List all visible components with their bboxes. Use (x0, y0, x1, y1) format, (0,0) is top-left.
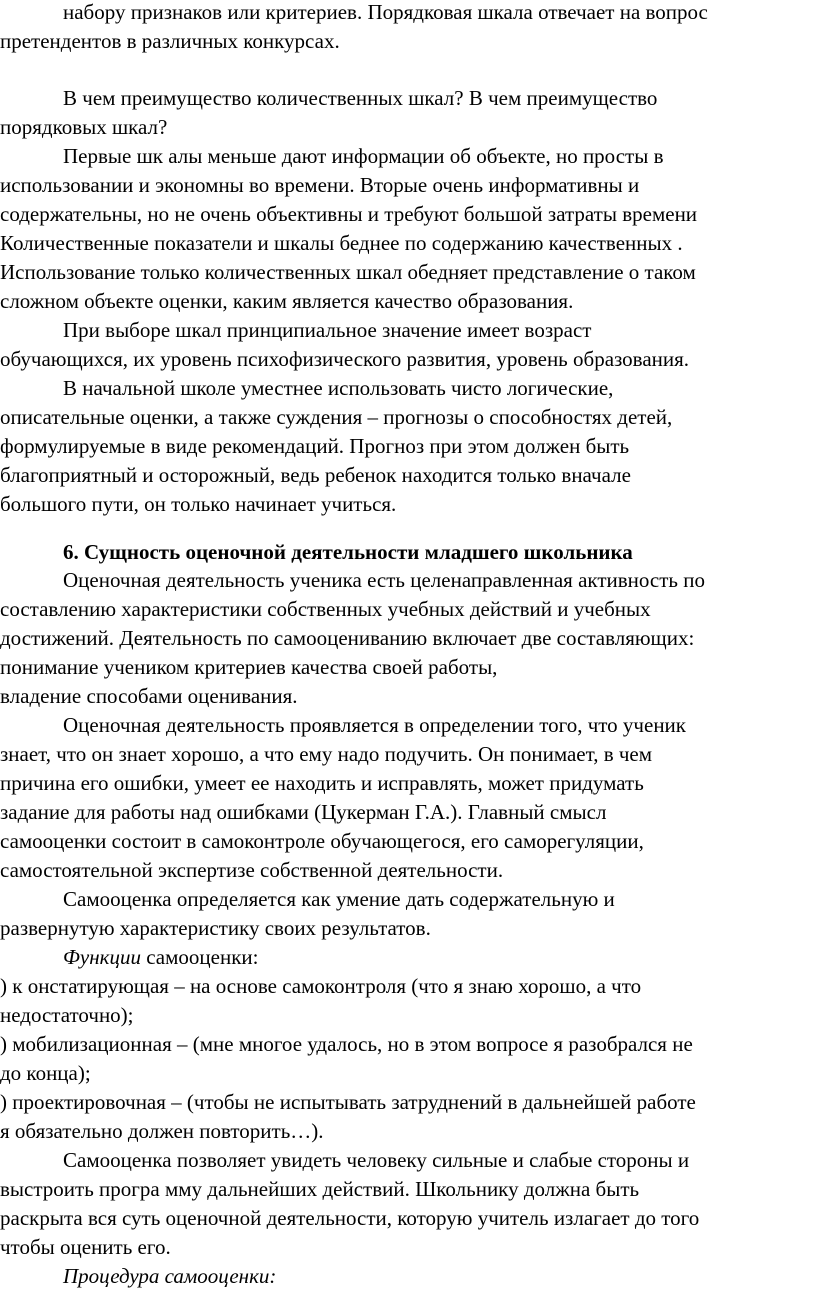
text-line: Процедура самооценки: (63, 1264, 277, 1288)
text-line: недостаточно); (0, 1003, 134, 1027)
text-line: порядковых шкал? (0, 115, 168, 139)
text-line: знает, что он знает хорошо, а что ему надо подучить. Он понимает, в чем (0, 742, 653, 766)
text-line: достижений. Деятельность по самооцениванию включает две составляющих: (0, 626, 695, 650)
text-line: описательные оценки, а также суждения – прогнозы о способностях детей, (0, 405, 673, 429)
text-line: Самооценка определяется как умение дать содержательную и (63, 887, 615, 911)
functions-line (63, 943, 258, 971)
text-line: понимание учеником критериев качества своей работы, (0, 655, 498, 679)
text-line: сложном объекте оценки, каким является качество образования. (0, 289, 574, 313)
text-line: В начальной школе уместнее использовать чисто логические, (63, 376, 614, 400)
text-line: развернутую характеристику своих результатов. (0, 916, 431, 940)
text-line: благоприятный и осторожный, ведь ребенок находится только вначале (0, 463, 631, 487)
text-line: Количественные показатели и шкалы беднее по содержанию качественных . (0, 231, 683, 255)
text-line: ) к онстатирующая – на основе самоконтроля (что я знаю хорошо, а что (0, 974, 642, 998)
text-line: выстроить програ мму дальнейших действий. Школьнику должна быть (0, 1177, 640, 1201)
text-line: чтобы оценить его. (0, 1235, 171, 1259)
text-line: претендентов в различных конкурсах. (0, 29, 340, 53)
text-line: использовании и экономны во времени. Вторые очень информативны и (0, 173, 640, 197)
text-line: В чем преимущество количественных шкал? В чем преимущество (63, 86, 658, 110)
text-line: Самооценка позволяет увидеть человеку сильные и слабые стороны и (63, 1148, 690, 1172)
text-line: раскрыта вся суть оценочной деятельности, которую учитель излагает до того (0, 1206, 700, 1230)
text-line: ) проектировочная – (чтобы не испытывать затруднений в дальнейшей работе (0, 1090, 696, 1114)
text-line: причина его ошибки, умеет ее находить и исправлять, может придумать (0, 771, 644, 795)
text-line: самостоятельной экспертизе собственной деятельности. (0, 858, 504, 882)
text-line: формулируемые в виде рекомендаций. Прогноз при этом должен быть (0, 434, 630, 458)
text-line: большого пути, он только начинает учиться. (0, 492, 397, 516)
section-heading: 6. Сущность оценочной деятельности младшего школьника (63, 540, 633, 564)
text-line: содержательны, но не очень объективны и требуют большой затраты времени (0, 202, 698, 226)
text-line: обучающихся, их уровень психофизического развития, уровень образования. (0, 347, 690, 371)
functions-italic: Функции (63, 945, 141, 969)
functions-rest: самооценки: (146, 945, 259, 969)
text-line: При выборе шкал принципиальное значение имеет возраст (63, 318, 592, 342)
text-line: владение способами оценивания. (0, 684, 298, 708)
text-line: Оценочная деятельность ученика есть целенаправленная активность по (63, 568, 705, 592)
text-line: задание для работы над ошибками (Цукерман Г.А.). Главный смысл (0, 800, 607, 824)
text-line: Первые шк алы меньше дают информации об объекте, но просты в (63, 144, 664, 168)
text-line: набору признаков или критериев. Порядковая шкала отвечает на вопрос (63, 0, 708, 24)
text-line: ) мобилизационная – (мне многое удалось, но в этом вопросе я разобрался не (0, 1032, 693, 1056)
text-line: составлению характеристики собственных учебных действий и учебных (0, 597, 651, 621)
text-line: Оценочная деятельность проявляется в определении того, что ученик (63, 713, 686, 737)
text-line: Использование только количественных шкал обедняет представление о таком (0, 260, 696, 284)
text-line: до конца); (0, 1061, 91, 1085)
text-line: самооценки состоит в самоконтроле обучающегося, его саморегуляции, (0, 829, 644, 853)
text-line: я обязательно должен повторить…). (0, 1119, 324, 1143)
